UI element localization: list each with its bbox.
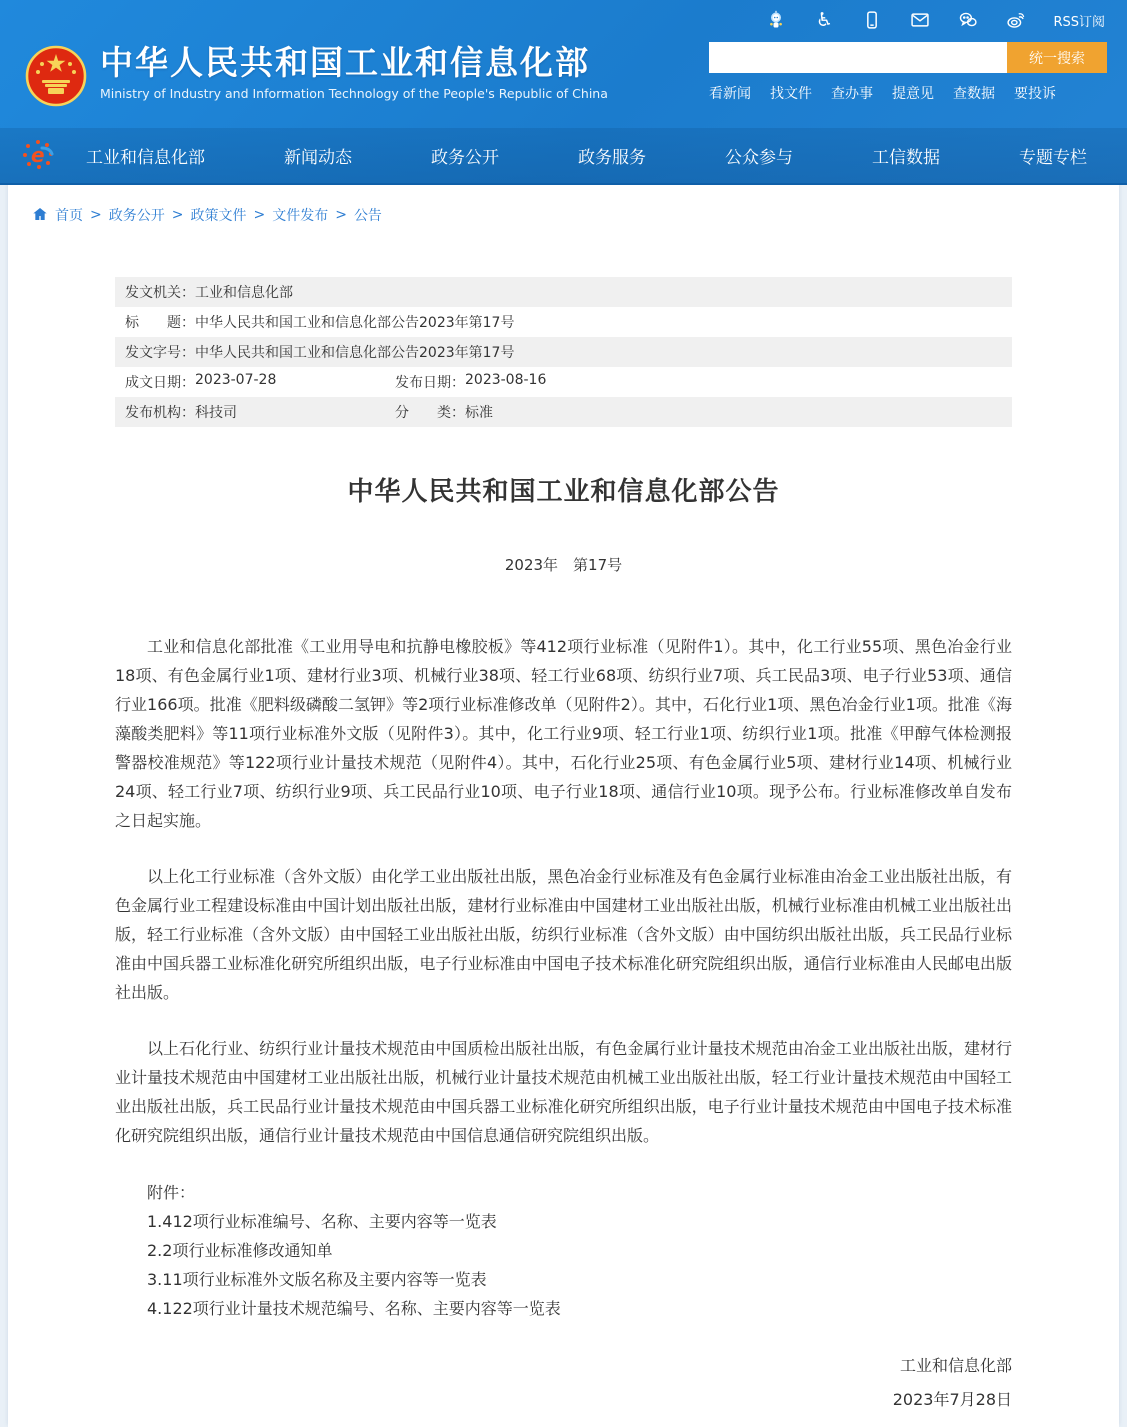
meta-row-issuing-agency [115,277,1012,307]
main-nav [0,128,1127,185]
national-emblem-logo [24,44,88,108]
meta-row-dates [115,367,1012,397]
nav-item-topics[interactable]: 专题专栏 [1019,148,1087,168]
announcement-issue-number: 2023年 第17号 [504,556,623,574]
brand-row [0,40,1127,108]
meta-row-doc-number [115,337,1012,367]
meta-row-publisher-category [115,397,1012,427]
meta-value: 中华人民共和国工业和信息化部公告2023年第17号 [195,315,515,331]
breadcrumb-gov-info[interactable]: 政务公开 [108,208,165,224]
attachment-item: 2.2项行业标准修改通知单 [147,1241,333,1260]
meta-label: 发文字号： [125,345,195,361]
meta-row-title [115,307,1012,337]
mobile-icon[interactable] [861,9,883,31]
site-header [0,0,1127,185]
quick-links [709,83,1107,103]
breadcrumb [8,185,1119,225]
body-paragraph: 以上化工行业标准（含外文版）由化学工业出版社出版，黑色冶金行业标准及有色金属行业标准由冶金工业出版社出版，有色金属行业工程建设标准由中国计划出版社出版，建材行业标准由中国建材工业出版社出版，机械行业标准由机械工业出版社出版，轻工行业标准（含外文版）由中国轻工业出版社出版，纺织行业标准（含外文版）由中国纺织出版社出版，兵工民品行业标准由中国兵器工业标准化研究所组织出版，电子行业标准由中国电子技术标准化研究院组织出版，通信行业标准由人民邮电出版社出版。 [115,867,1012,1002]
breadcrumb-announcement[interactable]: 公告 [353,208,382,224]
signature-block [115,1349,1012,1417]
wechat-icon[interactable] [957,9,979,31]
attachments-section [115,1178,1012,1323]
document-meta-table [115,277,1012,427]
body-paragraph: 工业和信息化部批准《工业用导电和抗静电橡胶板》等412项行业标准（见附件1）。其中，化工行业55项、黑色冶金行业18项、有色金属行业1项、建材行业3项、机械行业38项、轻工行业68项、纺织行业7项、兵工民品3项、电子行业53项、通信行业166项。批准《肥料级磷酸二氢钾》等2项行业标准修改单（见附件2）。其中，石化行业1项、黑色冶金行业1项。批准《海藻酸类肥料》等11项行业标准外文版（见附件3）。其中，化工行业9项、轻工行业1项、纺织行业1项。批准《甲醇气体检测报警器校准规范》等122项行业计量技术规范（见附件4）。其中，石化行业25项、有色金属行业5项、建材行业14项、机械行业24项、轻工行业7项、纺织行业9项、兵工民品行业10项、电子行业18项、通信行业10项。现予公布。行业标准修改单自发布之日起实施。 [115,637,1012,830]
quick-link-suggest[interactable]: 提意见 [892,86,934,102]
meta-value: 科技司 [195,405,237,421]
miit-e-logo-icon [18,136,58,176]
meta-label: 标 题： [125,315,195,331]
quick-link-complaint[interactable]: 要投诉 [1014,86,1056,102]
utility-bar [0,0,1127,40]
attachment-item: 1.412项行业标准编号、名称、主要内容等一览表 [147,1212,497,1231]
weibo-icon[interactable] [1005,9,1027,31]
search-button[interactable]: 统一搜索 [1007,42,1107,73]
meta-label: 发文机关： [125,285,195,301]
breadcrumb-separator: > [253,207,266,223]
breadcrumb-file-release[interactable]: 文件发布 [272,208,329,224]
quick-link-data[interactable]: 查数据 [953,86,995,102]
meta-value: 中华人民共和国工业和信息化部公告2023年第17号 [195,345,515,361]
meta-value: 2023-07-28 [195,372,277,388]
meta-value: 工业和信息化部 [195,285,293,301]
home-icon[interactable] [32,206,48,224]
site-title: 中华人民共和国工业和信息化部 [100,43,590,82]
page-content [8,185,1119,1427]
attachments-label: 附件： [147,1183,196,1202]
quick-link-files[interactable]: 找文件 [770,86,812,102]
quick-link-services[interactable]: 查办事 [831,86,873,102]
signer-name: 工业和信息化部 [899,1356,1012,1375]
nav-item-news[interactable]: 新闻动态 [284,148,352,168]
breadcrumb-separator: > [90,207,102,223]
nav-item-participation[interactable]: 公众参与 [725,148,793,168]
body-paragraph: 以上石化行业、纺织行业计量技术规范由中国质检出版社出版，有色金属行业计量技术规范由冶金工业出版社出版，建材行业计量技术规范由中国建材工业出版社出版，机械行业计量技术规范由机械工业出版社出版，轻工行业计量技术规范由中国轻工业出版社出版，兵工民品行业计量技术规范由中国兵器工业标准化研究所组织出版，电子行业计量技术规范由中国电子技术标准化研究院组织出版，通信行业计量技术规范由中国信息通信研究院组织出版。 [115,1039,1012,1145]
mail-icon[interactable] [909,9,931,31]
meta-label: 发布日期： [395,375,465,391]
breadcrumb-policy-files[interactable]: 政策文件 [190,208,247,224]
meta-label: 分 类： [395,405,465,421]
attachment-item: 4.122项行业计量技术规范编号、名称、主要内容等一览表 [147,1299,561,1318]
meta-label: 成文日期： [125,375,195,391]
svg-text:e: e [31,142,45,167]
nav-item-data[interactable]: 工信数据 [872,148,940,168]
accessibility-icon[interactable]: ♿ [815,8,833,31]
attachment-item: 3.11项行业标准外文版名称及主要内容等一览表 [147,1270,487,1289]
meta-label: 发布机构： [125,405,195,421]
nav-item-gov-info[interactable]: 政务公开 [431,148,499,168]
nav-item-miit[interactable]: 工业和信息化部 [86,148,205,168]
sign-date: 2023年7月28日 [892,1390,1012,1409]
quick-link-news[interactable]: 看新闻 [709,86,751,102]
announcement-body [115,632,1012,1150]
meta-value: 标准 [465,405,493,421]
meta-value: 2023-08-16 [465,372,547,388]
search-area [709,42,1107,103]
nav-item-gov-services[interactable]: 政务服务 [578,148,646,168]
assistant-robot-icon[interactable] [765,9,787,31]
announcement-title: 中华人民共和国工业和信息化部公告 [347,477,780,507]
breadcrumb-home[interactable]: 首页 [55,208,83,224]
breadcrumb-separator: > [171,207,184,223]
breadcrumb-separator: > [335,207,347,223]
site-title-en: Ministry of Industry and Information Technology of the People's Republic of China [100,86,608,102]
rss-subscribe-link[interactable]: RSS订阅 [1053,14,1105,30]
search-input[interactable] [709,42,1007,73]
